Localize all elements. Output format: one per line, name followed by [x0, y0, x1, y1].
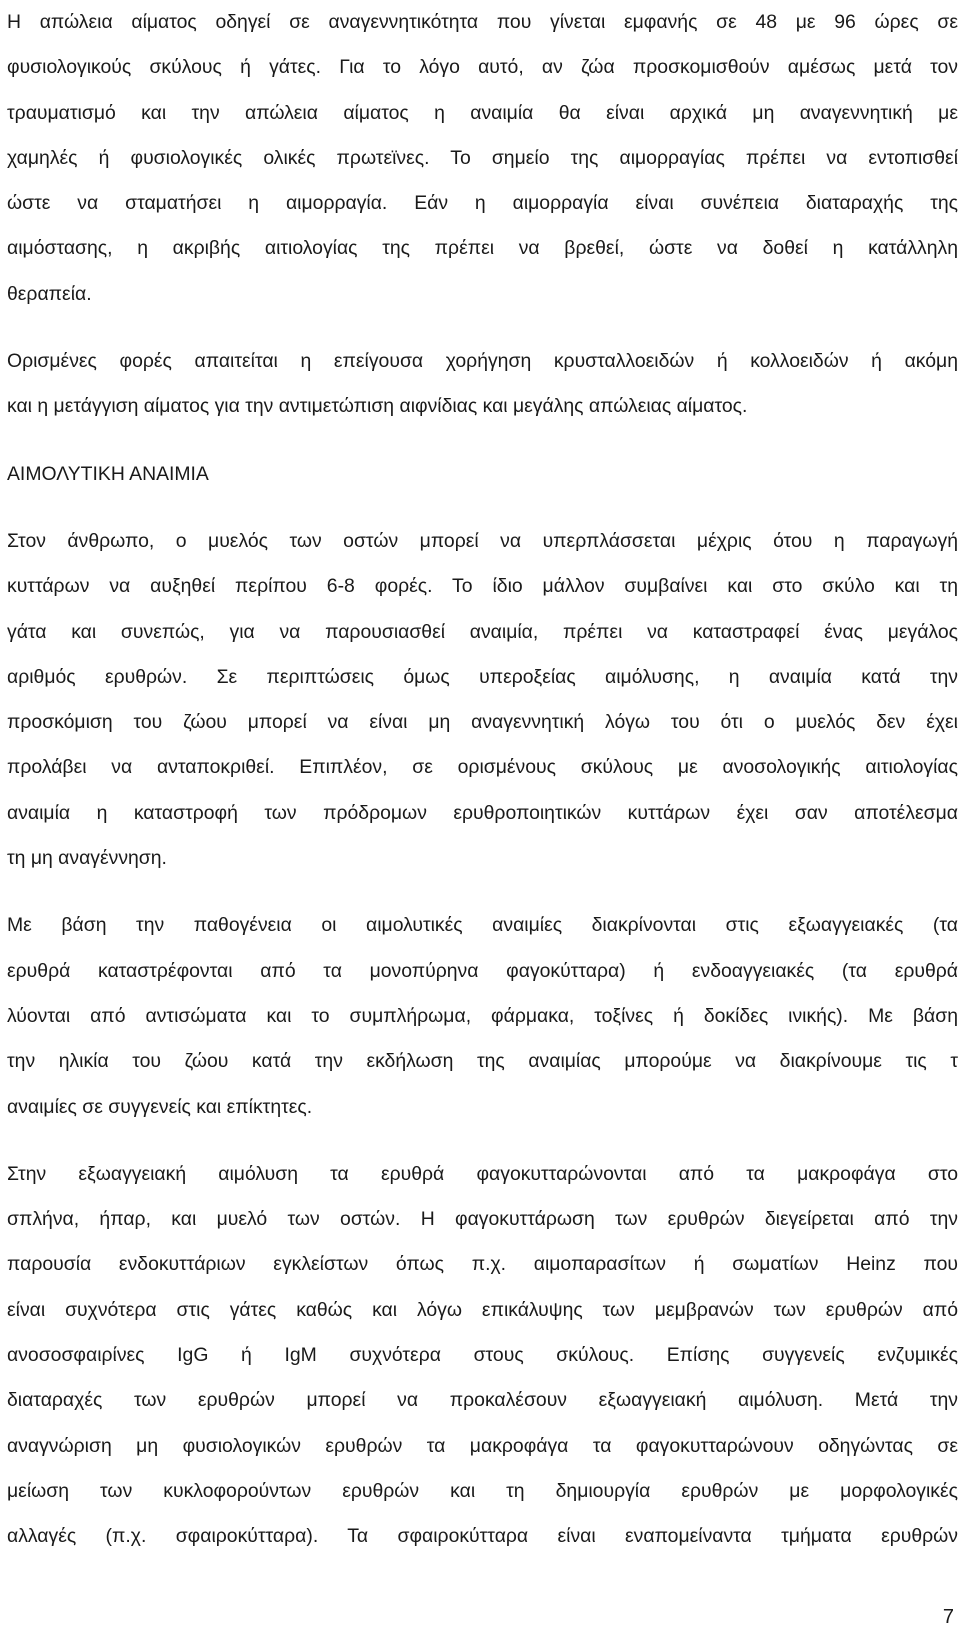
text-line: προσκόμιση του ζώου μπορεί να είναι μη αναγεννητική λόγω του ότι ο μυελός δεν έχει — [7, 711, 958, 734]
text-line: Η απώλεια αίματος οδηγεί σε αναγεννητικότητα που γίνεται εμφανής σε 48 με 96 ώρες σε — [7, 11, 958, 33]
text-line: σπλήνα, ήπαρ, και μυελό των οστών. Η φαγοκυττάρωση των ερυθρών διεγείρεται από την — [7, 1208, 958, 1231]
text-line: παρουσία ενδοκυττάριων εγκλείστων όπως π.χ. αιμοπαρασίτων ή σωματίων Heinz που — [7, 1253, 958, 1276]
text-line: προλάβει να ανταποκριθεί. Επιπλέον, σε ορισμένους σκύλους με ανοσολογικής αιτιολογίας — [7, 756, 958, 779]
text-line: χαμηλές ή φυσιολογικές ολικές πρωτεϊνες. Το σημείο της αιμορραγίας πρέπει να εντοπισθεί — [7, 146, 958, 169]
paragraph-pathogenesis — [7, 903, 958, 1129]
text-line: κυττάρων να αυξηθεί περίπου 6-8 φορές. Το ίδιο μάλλον συμβαίνει και στο σκύλο και τη — [7, 575, 958, 598]
text-line: λύονται από αντισώματα και το συμπλήρωμα, φάρμακα, τοξίνες ή δοκίδες ινικής). Με βάση — [7, 1004, 958, 1027]
text-line: αναιμίες σε συγγενείς και επίκτητες. — [7, 1095, 313, 1118]
text-line: διαταραχές των ερυθρών μπορεί να προκαλέσουν εξωαγγειακή αιμόλυση. Μετά την — [7, 1389, 958, 1412]
text-line: Στον άνθρωπο, ο μυελός των οστών μπορεί να υπερπλάσσεται μέχρις ότου η παραγωγή — [7, 529, 958, 552]
page-number: 7 — [942, 1606, 954, 1628]
text-line: αναγνώριση μη φυσιολογικών ερυθρών τα μακροφάγα τα φαγοκυτταρώνουν οδηγώντας σε — [7, 1434, 958, 1457]
section-heading: ΑΙΜΟΛΥΤΙΚΗ ΑΝΑΙΜΙΑ — [7, 462, 209, 485]
text-line: και η μετάγγιση αίματος για την αντιμετώπιση αιφνίδιας και μεγάλης απώλειας αίματος. — [7, 395, 748, 418]
text-line: αριθμός ερυθρών. Σε περιπτώσεις όμως υπεροξείας αιμόλυσης, η αναιμία κατά την — [7, 665, 958, 688]
text-line: θεραπεία. — [7, 282, 92, 305]
text-line: μείωση των κυκλοφορούντων ερυθρών και τη δημιουργία ερυθρών με μορφολογικές — [7, 1479, 958, 1502]
text-line: γάτα και συνεπώς, για να παρουσιασθεί αναιμία, πρέπει να καταστραφεί ένας μεγάλος — [7, 620, 958, 643]
text-line: Στην εξωαγγειακή αιμόλυση τα ερυθρά φαγοκυτταρώνονται από τα μακροφάγα στο — [7, 1162, 958, 1185]
text-line: ώστε να σταματήσει η αιμορραγία. Εάν η αιμορραγία είναι συνέπεια διαταραχής της — [7, 192, 958, 215]
paragraph-blood-loss — [7, 0, 958, 317]
text-line: αναιμία η καταστροφή των πρόδρομων ερυθροποιητικών κυττάρων έχει σαν αποτέλεσμα — [7, 801, 958, 824]
paragraph-marrow — [7, 519, 958, 881]
text-line: ερυθρά καταστρέφονται από τα μονοπύρηνα φαγοκύτταρα) ή ενδοαγγειακές (τα ερυθρά — [7, 959, 958, 982]
paragraph-extravascular-hemolysis — [7, 1152, 958, 1560]
text-line: φυσιολογικούς σκύλους ή γάτες. Για το λόγο αυτό, αν ζώα προσκομισθούν αμέσως μετά τον — [7, 56, 958, 79]
text-line: είναι συχνότερα στις γάτες καθώς και λόγω επικάλυψης των μεμβρανών των ερυθρών από — [7, 1298, 958, 1321]
text-line: Με βάση την παθογένεια οι αιμολυτικές αναιμίες διακρίνονται στις εξωαγγειακές (τα — [7, 914, 958, 937]
document-page — [7, 0, 958, 1560]
text-line: ανοσοσφαιρίνες IgG ή IgM συχνότερα στους σκύλους. Επίσης συγγενείς ενζυμικές — [7, 1344, 958, 1367]
text-line: τραυματισμό και την απώλεια αίματος η αναιμία θα είναι αρχικά μη αναγεννητική με — [7, 101, 958, 124]
text-line: αλλαγές (π.χ. σφαιροκύτταρα). Τα σφαιροκύτταρα είναι εναπομείναντα τμήματα ερυθρών — [7, 1525, 958, 1548]
text-line: την ηλικία του ζώου κατά την εκδήλωση της αναιμίας μπορούμε να διακρίνουμε τις τ — [7, 1050, 958, 1073]
text-line: Ορισμένες φορές απαιτείται η επείγουσα χορήγηση κρυσταλλοειδών ή κολλοειδών ή ακόμη — [7, 350, 958, 373]
text-line: τη μη αναγέννηση. — [7, 847, 167, 870]
text-line: αιμόστασης, η ακριβής αιτιολογίας της πρέπει να βρεθεί, ώστε να δοθεί η κατάλληλη — [7, 237, 958, 260]
paragraph-transfusion — [7, 339, 958, 430]
